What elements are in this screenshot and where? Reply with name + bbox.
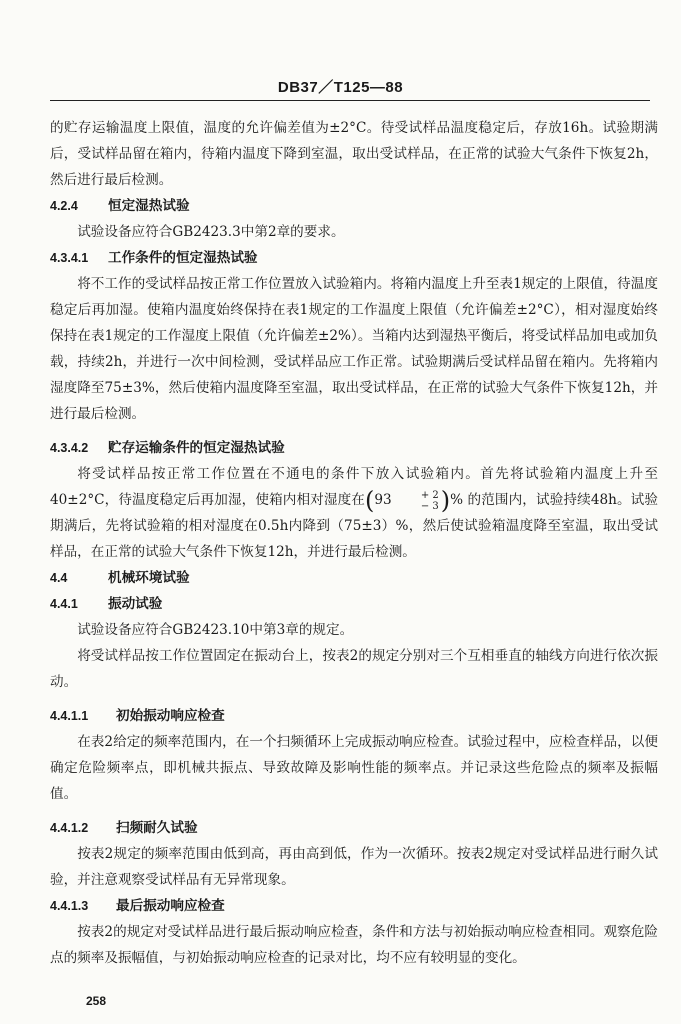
paragraph-text-part-2: % 的范围内，试验持续48h。试验期满后，先将试验箱的相对湿度在0.5h内降到（75±3）%，然后使试验箱温度降至室温，取出受试样品，在正常的试验大气条件下恢复12h，并进行最后检测。 [50, 492, 658, 560]
humidity-base-value: 93 [374, 492, 392, 508]
paragraph-vibration-mounting: 将受试样品按工作位置固定在振动台上，按表2的规定分别对三个互相垂直的轴线方向进行依次振动。 [50, 648, 658, 690]
tolerance-lower: − 3 [420, 500, 439, 512]
section-heading-4-4-1 [50, 591, 658, 617]
paragraph-storage-temperature: 的贮存运输温度上限值，温度的允许偏差值为±2°C。待受试样品温度稳定后，存放16h。试验期满后，受试样品留在箱内，待箱内温度下降到室温，取出受试样品，在正常的试验大气条件下恢复2h，然后进行最后检测。 [50, 120, 658, 188]
section-title: 恒定湿热试验 [108, 198, 190, 214]
paragraph-equipment-gb2423-3: 试验设备应符合GB2423.3中第2章的要求。 [77, 224, 345, 240]
section-number: 4.2.4 [50, 199, 78, 213]
paragraph-sweep-endurance: 按表2规定的频率范围由低到高，再由高到低，作为一次循环。按表2规定对受试样品进行耐久试验，并注意观察受试样品有无异常现象。 [50, 846, 658, 888]
section-number: 4.4 [50, 571, 68, 585]
paragraph-working-humidity-test: 将不工作的受试样品按正常工作位置放入试验箱内。将箱内温度上升至表1规定的上限值，待温度稳定后再加湿。使箱内温度始终保持在表1规定的工作温度上限值（允许偏差±2°C），相对湿度始终保持在表1规定的工作湿度上限值（允许偏差±2%）。当箱内达到湿热平衡后，将受试样品加电或加负载，持续2h，并进行一次中间检测，受试样品应工作正常。试验期满后受试样品留在箱内。先将箱内湿度降至75±3%，然后使箱内温度降至室温，取出受试样品，在正常的试验大气条件下恢复12h，并进行最后检测。 [50, 276, 658, 422]
header-rule [50, 100, 650, 101]
paragraph-initial-vibration-check: 在表2给定的频率范围内，在一个扫频循环上完成振动响应检查。试验过程中，应检查样品，以便确定危险频率点，即机械共振点、导致故障及影响性能的频率点。并记录这些危险点的频率及振幅值。 [50, 734, 658, 802]
section-title: 贮存运输条件的恒定湿热试验 [108, 440, 285, 456]
page-number: 258 [86, 994, 107, 1008]
section-heading-4-4-1-3 [50, 893, 658, 919]
paragraph-storage-humidity-test: 将受试样品按正常工作位置在不通电的条件下放入试验箱内。首先将试验箱内温度上升至40±2°C，待温度稳定后再加湿，使箱内相对湿度在(93 + 2 − 3 )% 的范围内，试验持续48h。试验期满后，先将试验箱的相对湿度在0.5h内降到（75±3）%，然后使试验箱温度降至室温，取出受试样品，在正常的试验大气条件下恢复12h，并进行最后检测。 [50, 466, 658, 560]
section-heading-4-3-4-1 [50, 245, 658, 271]
section-number: 4.3.4.1 [50, 251, 89, 265]
section-heading-4-4 [50, 565, 658, 591]
section-heading-4-4-1-2 [50, 815, 658, 841]
section-title: 工作条件的恒定湿热试验 [108, 250, 258, 266]
document-body [50, 115, 658, 971]
section-number: 4.4.1 [50, 597, 78, 611]
humidity-tolerance [394, 490, 439, 512]
paragraph-final-vibration-check: 按表2的规定对受试样品进行最后振动响应检查，条件和方法与初始振动响应检查相同。观察危险点的频率及振幅值，与初始振动响应检查的记录对比，均不应有较明显的变化。 [50, 924, 658, 966]
tolerance-upper: + 2 [420, 489, 439, 501]
section-number: 4.3.4.2 [50, 441, 89, 455]
paragraph-text-part-1: 将受试样品按正常工作位置在不通电的条件下放入试验箱内。首先将试验箱内温度上升至40±2°C，待温度稳定后再加湿，使箱内相对湿度在 [50, 466, 658, 508]
section-number: 4.4.1.3 [50, 899, 89, 913]
section-heading-4-2-4 [50, 193, 658, 219]
section-title: 初始振动响应检查 [116, 708, 225, 724]
section-title: 机械环境试验 [108, 570, 190, 586]
section-heading-4-3-4-2 [50, 435, 658, 461]
section-title: 最后振动响应检查 [116, 898, 225, 914]
section-heading-4-4-1-1 [50, 703, 658, 729]
section-number: 4.4.1.2 [50, 821, 89, 835]
section-number: 4.4.1.1 [50, 709, 89, 723]
section-title: 振动试验 [108, 596, 163, 612]
page-header-code: DB37／T125—88 [277, 79, 404, 96]
section-title: 扫频耐久试验 [116, 820, 198, 836]
paragraph-equipment-gb2423-10: 试验设备应符合GB2423.10中第3章的规定。 [77, 622, 354, 638]
